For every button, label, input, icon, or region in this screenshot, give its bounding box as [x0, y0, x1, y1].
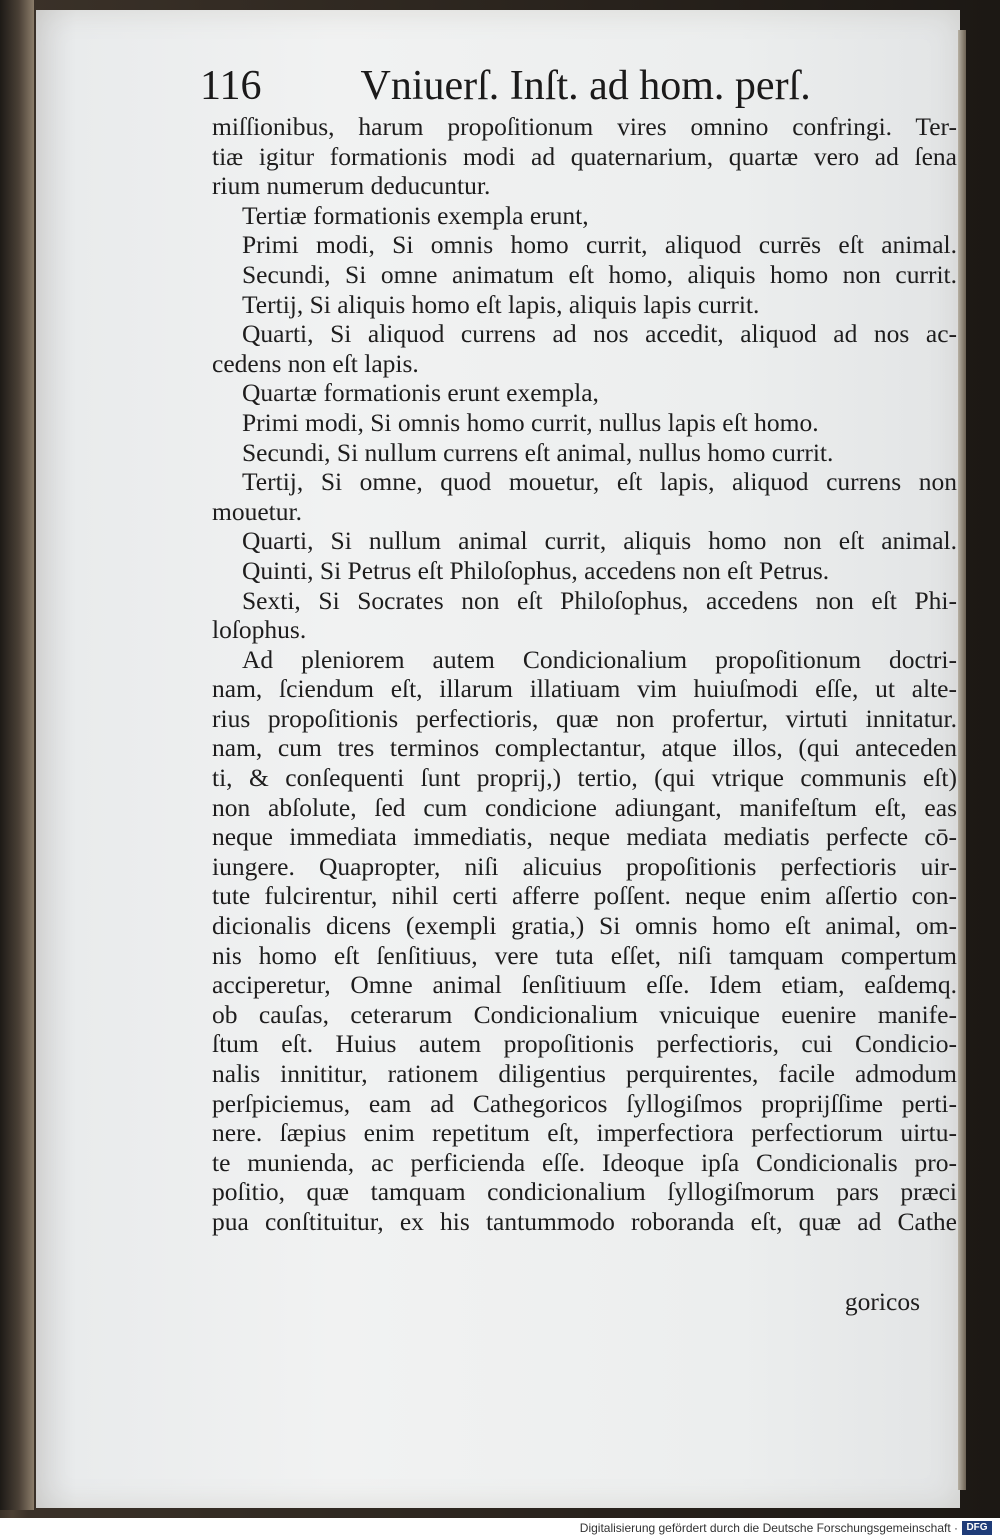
- page-number: 116: [200, 63, 262, 109]
- text-line: Tertij, Si aliquis homo eſt lapis, aliquis lapis currit.: [242, 289, 760, 319]
- catchword: goricos: [844, 1287, 920, 1316]
- text-line: non abſolute, ſed cum condicione adiungant, manifeſtum eſt, eas: [212, 792, 957, 822]
- dfg-logo: DFG: [962, 1521, 992, 1535]
- text-line: nam, cum tres terminos complectantur, atque illos, (qui anteceden: [212, 733, 957, 763]
- text-line: iungere. Quapropter, niſi alicuius propoſitionis perfectioris uir-: [212, 851, 957, 881]
- text-line: tiæ igitur formationis modi ad quaternarium, quartæ vero ad ſena: [212, 141, 957, 171]
- text-line: rium numerum deducuntur.: [212, 171, 491, 201]
- text-line: Quarti, Si aliquod currens ad nos accedit, aliquod ad nos ac-: [242, 319, 957, 349]
- text-line: acciperetur, Omne animal ſenſitiuum eſſe. Idem etiam, eaſdemq.: [212, 970, 957, 1000]
- text-line: rius propoſitionis perfectioris, quæ non profertur, virtuti innitatur.: [212, 703, 957, 733]
- text-line: te munienda, ac perficienda eſſe. Ideoque ipſa Condicionalis pro-: [212, 1147, 957, 1177]
- text-line: tute fulcirentur, nihil certi afferre poſſent. neque enim aſſertio con-: [212, 881, 957, 911]
- text-line: nalis innititur, rationem diligentius perquirentes, facile admodum: [212, 1059, 957, 1088]
- digitization-credit: Digitalisierung gefördert durch die Deutsche Forschungsgemeinschaft ·: [579, 1521, 958, 1535]
- text-line: ti, & conſequenti ſunt proprij,) tertio, (qui vtrique communis eſt): [212, 763, 957, 793]
- text-line: poſitio, quæ tamquam condicionalium ſyllogiſmorum pars præci: [212, 1177, 957, 1207]
- running-head: [200, 58, 940, 114]
- text-line: Quinti, Si Petrus eſt Philoſophus, accedens non eſt Petrus.: [242, 555, 830, 585]
- text-line: Quartæ formationis erunt exempla,: [242, 378, 599, 408]
- text-line: neque immediata immediatis, neque mediata mediatis perfecte cō-: [212, 822, 957, 852]
- text-line: Primi modi, Si omnis homo currit, nullus lapis eſt homo.: [242, 407, 819, 437]
- text-line: Secundi, Si omne animatum eſt homo, aliquis homo non currit.: [242, 259, 957, 289]
- text-line: miſſionibus, harum propoſitionum vires omnino confringi. Ter-: [212, 112, 957, 141]
- text-line: Sexti, Si Socrates non eſt Philoſophus, accedens non eſt Phi-: [242, 585, 957, 615]
- body-text: [212, 112, 957, 1237]
- text-line: mouetur.: [212, 496, 302, 526]
- catchword-area: [240, 1287, 950, 1327]
- text-line: nere. ſæpius enim repetitum eſt, imperfectiora perfectiorum uirtu-: [212, 1118, 957, 1148]
- text-line: loſophus.: [212, 615, 307, 645]
- text-line: nam, ſciendum eſt, illarum illatiuam vim huiuſmodi eſſe, ut alte-: [212, 674, 957, 704]
- text-line: perſpiciemus, eam ad Cathegoricos ſyllogiſmos proprijſſime perti-: [212, 1088, 957, 1118]
- text-line: Tertij, Si omne, quod mouetur, eſt lapis, aliquod currens non: [242, 467, 957, 497]
- text-line: ob cauſas, ceterarum Condicionalium vnicuique euenire manife-: [212, 999, 957, 1029]
- text-line: Ad pleniorem autem Condicionalium propoſitionum doctri-: [242, 644, 957, 674]
- text-line: pua conſtituitur, ex his tantummodo roboranda eſt, quæ ad Cathe: [212, 1206, 957, 1236]
- text-line: dicionalis dicens (exempli gratia,) Si omnis homo eſt animal, om-: [212, 911, 957, 941]
- text-line: Secundi, Si nullum currens eſt animal, nullus homo currit.: [242, 437, 834, 467]
- book-spine-edge: [0, 0, 34, 1510]
- text-line: nis homo eſt ſenſitiuus, vere tuta eſſet, niſi tamquam compertum: [212, 940, 957, 970]
- text-line: ſtum eſt. Huius autem propoſitionis perfectioris, cui Condicio-: [212, 1029, 957, 1059]
- running-title: Vniuerſ. Inſt. ad hom. perſ.: [360, 63, 811, 109]
- text-line: cedens non eſt lapis.: [212, 348, 419, 378]
- text-line: Primi modi, Si omnis homo currit, aliquod currēs eſt animal.: [242, 230, 957, 260]
- text-line: Quarti, Si nullum animal currit, aliquis homo non eſt animal.: [242, 526, 957, 556]
- page-fore-edge: [958, 30, 966, 1490]
- text-line: Tertiæ formationis exempla erunt,: [242, 200, 589, 230]
